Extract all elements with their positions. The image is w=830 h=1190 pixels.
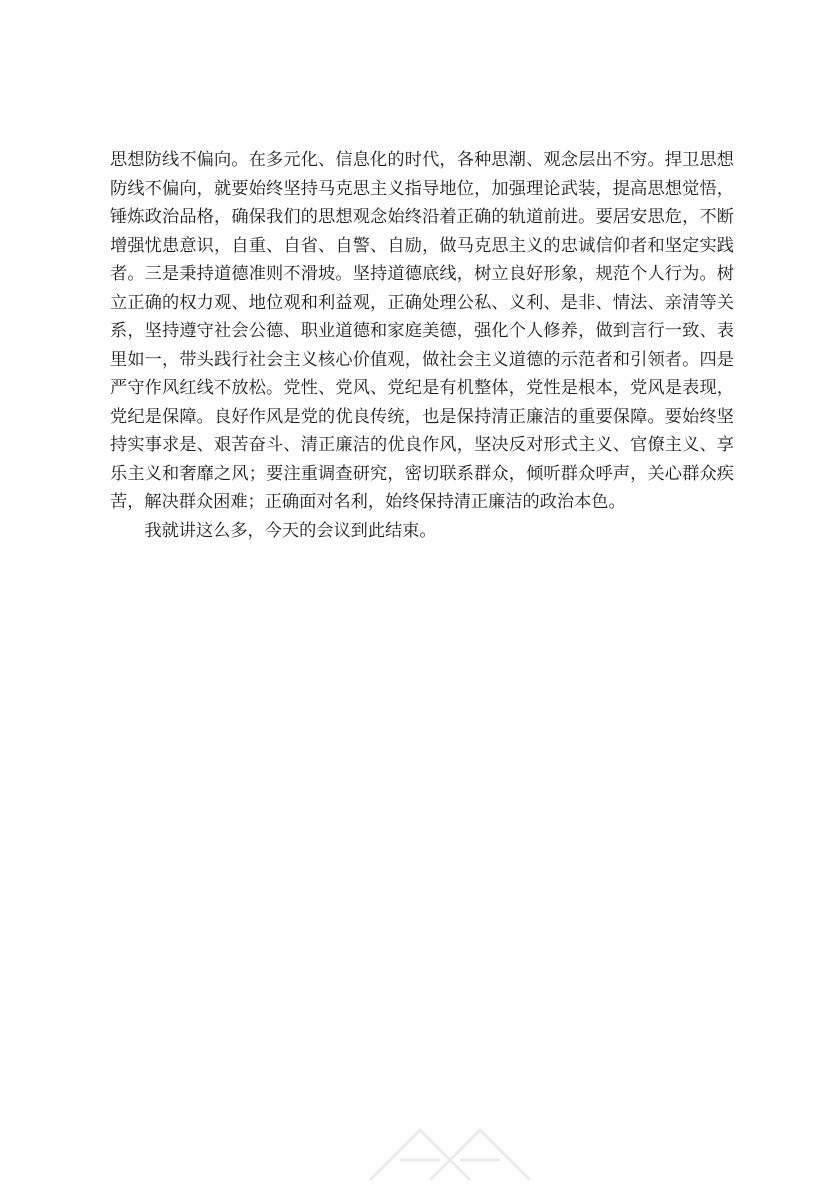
watermark-icon <box>360 1100 540 1190</box>
paragraph-continued: 思想防线不偏向。在多元化、信息化的时代，各种思潮、观念层出不穷。捍卫思想防线不偏向，就要始终坚持马克思主义指导地位，加强理论武装，提高思想觉悟，锤炼政治品格，确保我们的思想观念始终沿着正确的轨道前进。要居安思危，不断增强忧患意识，自重、自省、自警、自励，做马克思主义的忠诚信仰者和坚定实践者。三是秉持道德准则不滑坡。坚持道德底线，树立良好形象，规范个人行为。树立正确的权力观、地位观和利益观，正确处理公私、义利、是非、情法、亲清等关系，坚持遵守社会公德、职业道德和家庭美德，强化个人修养，做到言行一致、表里如一，带头践行社会主义核心价值观，做社会主义道德的示范者和引领者。四是严守作风红线不放松。党性、党风、党纪是有机整体，党性是根本，党风是表现，党纪是保障。良好作风是党的优良传统，也是保持清正廉洁的重要保障。要始终坚持实事求是、艰苦奋斗、清正廉洁的优良作风，坚决反对形式主义、官僚主义、享乐主义和奢靡之风；要注重调查研究，密切联系群众，倾听群众呼声，关心群众疾苦，解决群众困难；正确面对名利，始终保持清正廉洁的政治本色。 <box>110 150 734 512</box>
paragraph-closing: 我就讲这么多，今天的会议到此结束。 <box>144 520 437 541</box>
document-body <box>110 146 734 545</box>
